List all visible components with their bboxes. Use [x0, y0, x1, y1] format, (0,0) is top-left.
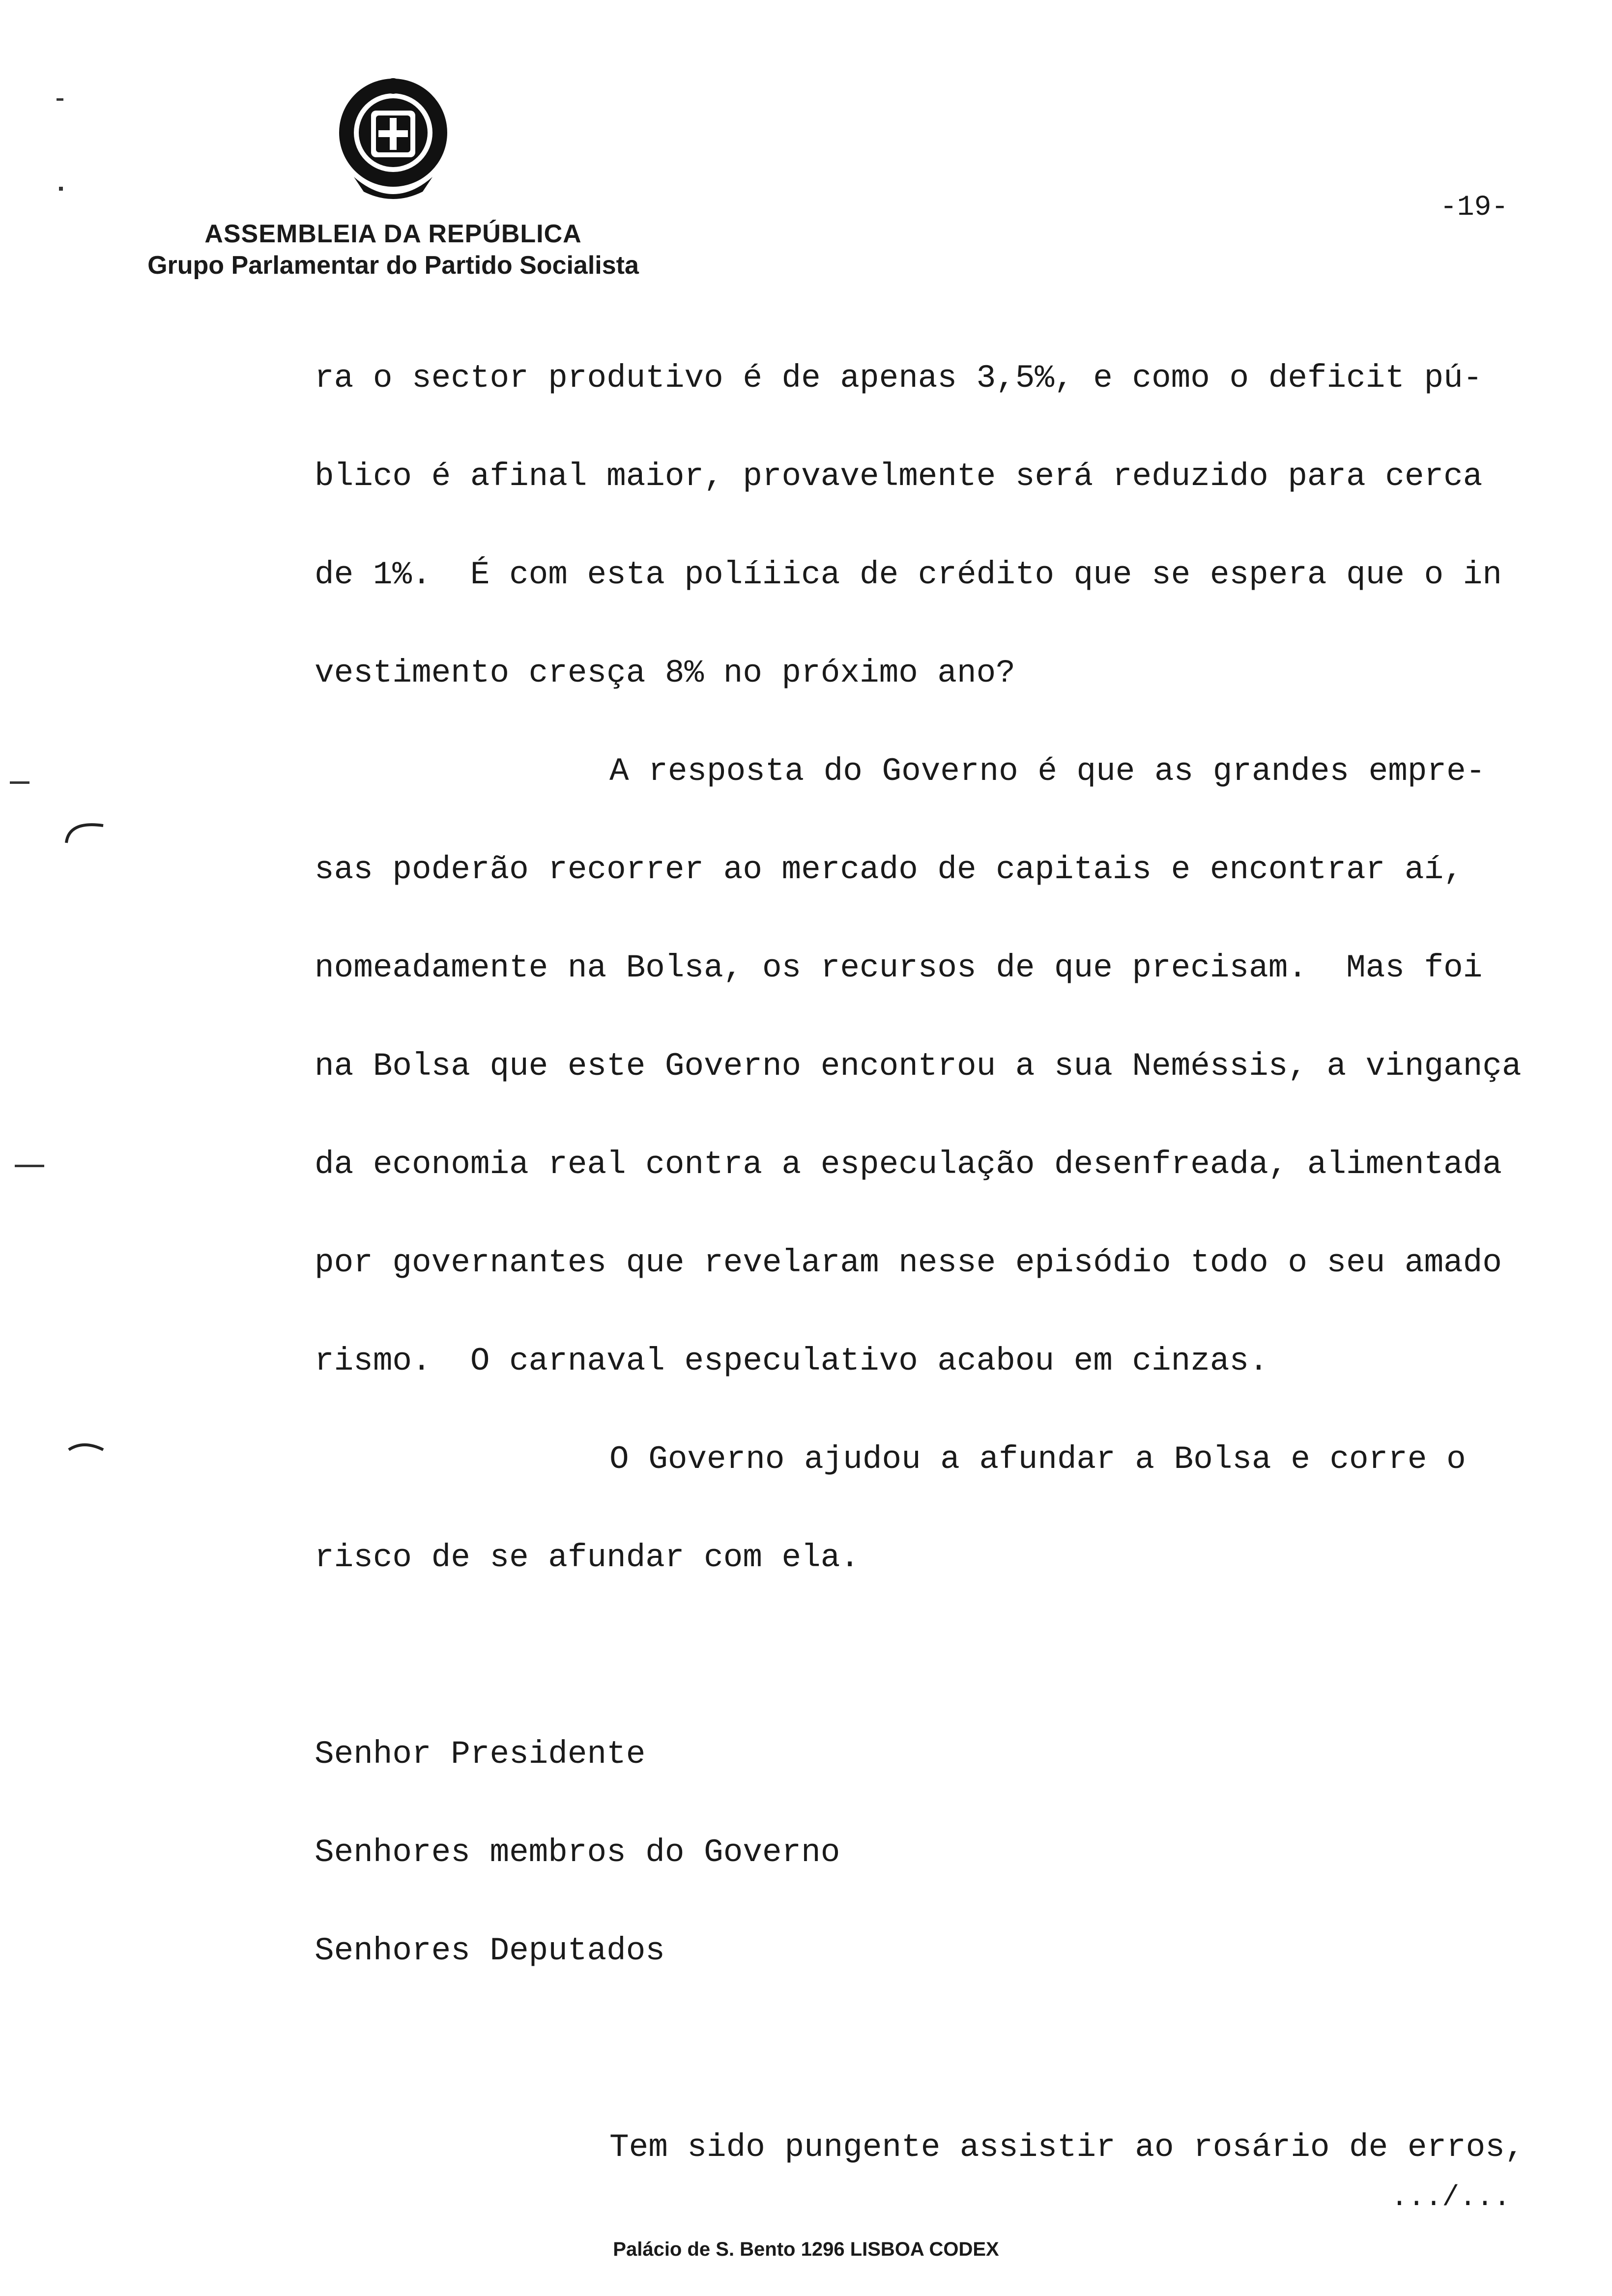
margin-bracket-mark — [64, 1435, 108, 1464]
text-line: da economia real contra a especulação desenfreada, alimentada — [315, 1146, 1502, 1183]
continuation-marker: .../... — [1391, 2182, 1511, 2214]
salutation-line: Senhor Presidente — [315, 1736, 646, 1773]
text-line: rismo. O carnaval especulativo acabou em cinzas. — [315, 1343, 1268, 1379]
salutation-line: Senhores Deputados — [315, 1932, 665, 1969]
coat-of-arms-icon — [324, 69, 462, 206]
scan-mark — [59, 187, 63, 191]
text-line: risco de se afundar com ela. — [315, 1539, 860, 1576]
text-line: na Bolsa que este Governo encontrou a sua Neméssis, a vingança — [315, 1048, 1522, 1085]
paragraph-gap — [315, 1607, 1524, 1705]
salutation-line: Senhores membros do Governo — [315, 1834, 840, 1871]
text-line: ra o sector produtivo é de apenas 3,5%, e como o deficit pú- — [315, 360, 1483, 397]
page-number: -19- — [1440, 192, 1509, 224]
document-body — [315, 329, 1524, 2197]
letterhead — [113, 69, 673, 281]
text-line: O Governo ajudou a afundar a Bolsa e corre o — [609, 1441, 1466, 1478]
text-line: nomeadamente na Bolsa, os recursos de que precisam. Mas foi — [315, 949, 1483, 986]
paragraph-gap — [315, 2000, 1524, 2098]
footer-address: Palácio de S. Bento 1296 LISBOA CODEX — [613, 2239, 999, 2260]
text-line: por governantes que revelaram nesse episódio todo o seu amado — [315, 1244, 1502, 1281]
text-line: A resposta do Governo é que as grandes empre- — [609, 753, 1486, 790]
text-line: blico é afinal maior, provavelmente será reduzido para cerca — [315, 458, 1483, 495]
text-line: vestimento cresça 8% no próximo ano? — [315, 655, 1015, 691]
parliamentary-group-name: Grupo Parlamentar do Partido Socialista — [147, 251, 639, 280]
scan-mark — [15, 1165, 44, 1167]
scan-mark — [57, 98, 63, 101]
text-line: de 1%. É com esta políiica de crédito que se espera que o in — [315, 556, 1502, 593]
text-line: sas poderão recorrer ao mercado de capitais e encontrar aí, — [315, 851, 1463, 888]
institution-name: ASSEMBLEIA DA REPÚBLICA — [204, 220, 582, 248]
margin-bracket-mark — [64, 816, 108, 845]
scan-mark — [10, 781, 29, 784]
text-line: Tem sido pungente assistir ao rosário de erros, — [609, 2129, 1525, 2166]
